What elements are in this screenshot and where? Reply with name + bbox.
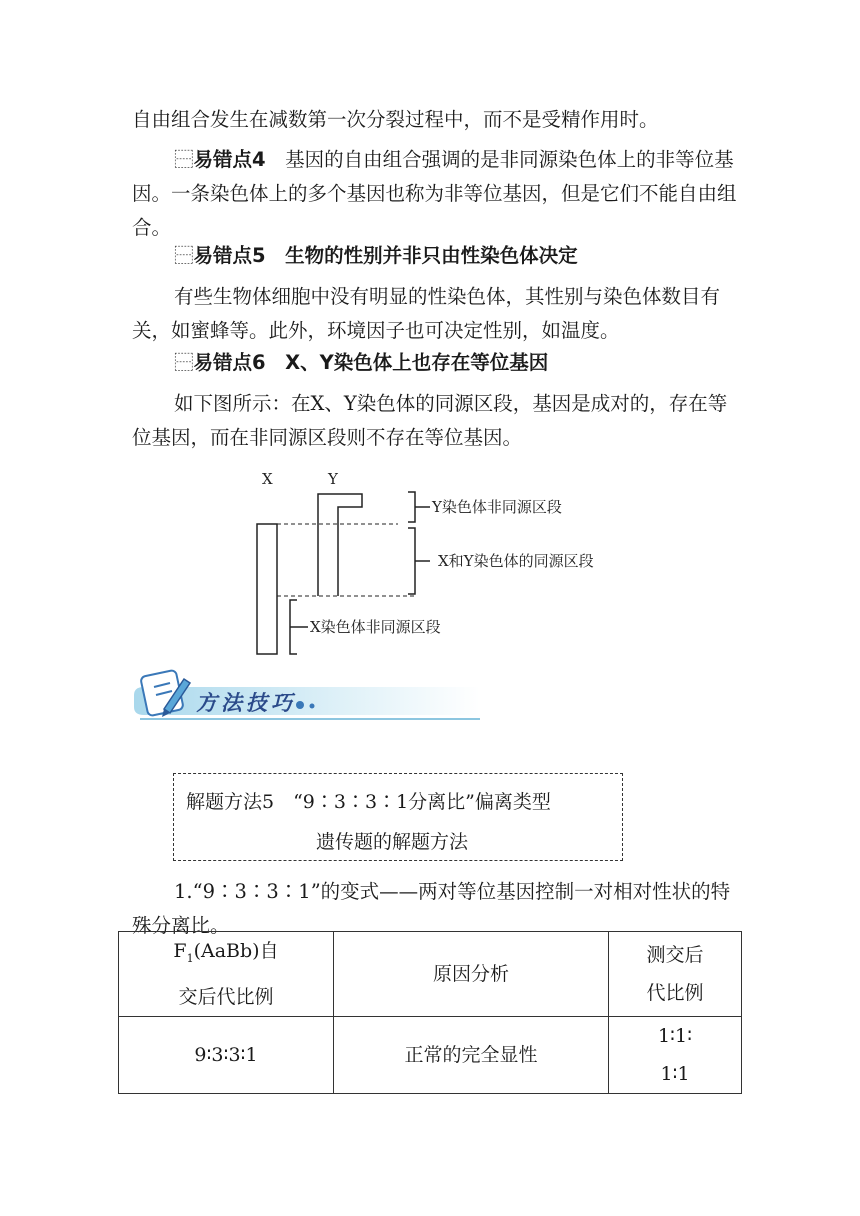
error-point-title: 生物的性别并非只由性染色体决定	[285, 244, 578, 267]
cell-text: 1∶1	[660, 1062, 690, 1085]
error-point-6-heading	[132, 346, 742, 380]
header-cell-test	[609, 932, 742, 1017]
cell-ratio: 9∶3∶3∶1	[119, 1016, 334, 1093]
x-chromosome	[257, 524, 277, 654]
error-point-label: 易错点5	[193, 244, 266, 267]
header-subscript: 1	[186, 951, 194, 965]
xy-chromosome-diagram	[250, 462, 670, 662]
header-cell-reason: 原因分析	[334, 932, 609, 1017]
error-point-5-text: 有些生物体细胞中没有明显的性染色体，其性别与染色体数目有关，如蜜蜂等。此外，环境因子也可决定性别，如温度。	[132, 285, 721, 342]
glyph-icon: ⿱	[174, 351, 194, 374]
bracket	[408, 528, 415, 594]
error-point-5-heading	[132, 239, 742, 273]
table-header-row	[119, 932, 742, 1017]
paragraph-continuation: 自由组合发生在减数第一次分裂过程中，而不是受精作用时。	[132, 108, 659, 131]
cell-reason: 正常的完全显性	[334, 1016, 609, 1093]
cell-test	[609, 1016, 742, 1093]
error-point-label: 易错点4	[193, 148, 266, 171]
error-point-text: 基因的自由组合强调的是非同源染色体上的非等位基因。一条染色体上的多个基因也称为非等位基因，但是它们不能自由组合。	[132, 148, 737, 239]
table-row	[119, 1016, 742, 1093]
banner-title: 方法技巧	[196, 691, 296, 715]
homologous-label: X和Y染色体的同源区段	[438, 552, 594, 570]
header-text: (AaBb)自	[193, 940, 279, 962]
header-text: 测交后	[646, 943, 704, 966]
y-label: Y	[328, 470, 338, 488]
method-box-line1: 解题方法5 “9∶3∶3∶1分离比”偏离类型	[186, 791, 551, 813]
ratio-table	[118, 931, 742, 1094]
header-text: 交后代比例	[178, 985, 274, 1008]
point-1: 1.“9∶3∶3∶1”的变式——两对等位基因控制一对相对性状的特殊分离比。	[132, 880, 731, 937]
header-cell-ratio	[119, 932, 334, 1017]
bracket	[408, 492, 415, 522]
glyph-icon: ⿱	[174, 148, 194, 171]
header-text: 代比例	[646, 981, 704, 1004]
y-chromosome	[318, 494, 362, 596]
y-nonhomologous-label: Y染色体非同源区段	[432, 498, 562, 516]
cell-text: 1∶1∶	[657, 1024, 693, 1047]
x-label: X	[262, 470, 273, 488]
error-point-4	[132, 143, 742, 245]
error-point-6-text: 如下图所示：在X、Y染色体的同源区段，基因是成对的，存在等位基因，而在非同源区段则不存在等位基因。	[132, 392, 728, 449]
method-box-line2: 遗传题的解题方法	[316, 831, 469, 853]
method-banner	[130, 665, 480, 725]
glyph-icon: ⿱	[174, 244, 194, 267]
error-point-label: 易错点6	[193, 351, 266, 374]
method-box	[173, 773, 623, 861]
header-text: F	[173, 940, 187, 962]
error-point-title: X、Y染色体上也存在等位基因	[285, 351, 549, 374]
x-nonhomologous-label: X染色体非同源区段	[310, 618, 441, 636]
